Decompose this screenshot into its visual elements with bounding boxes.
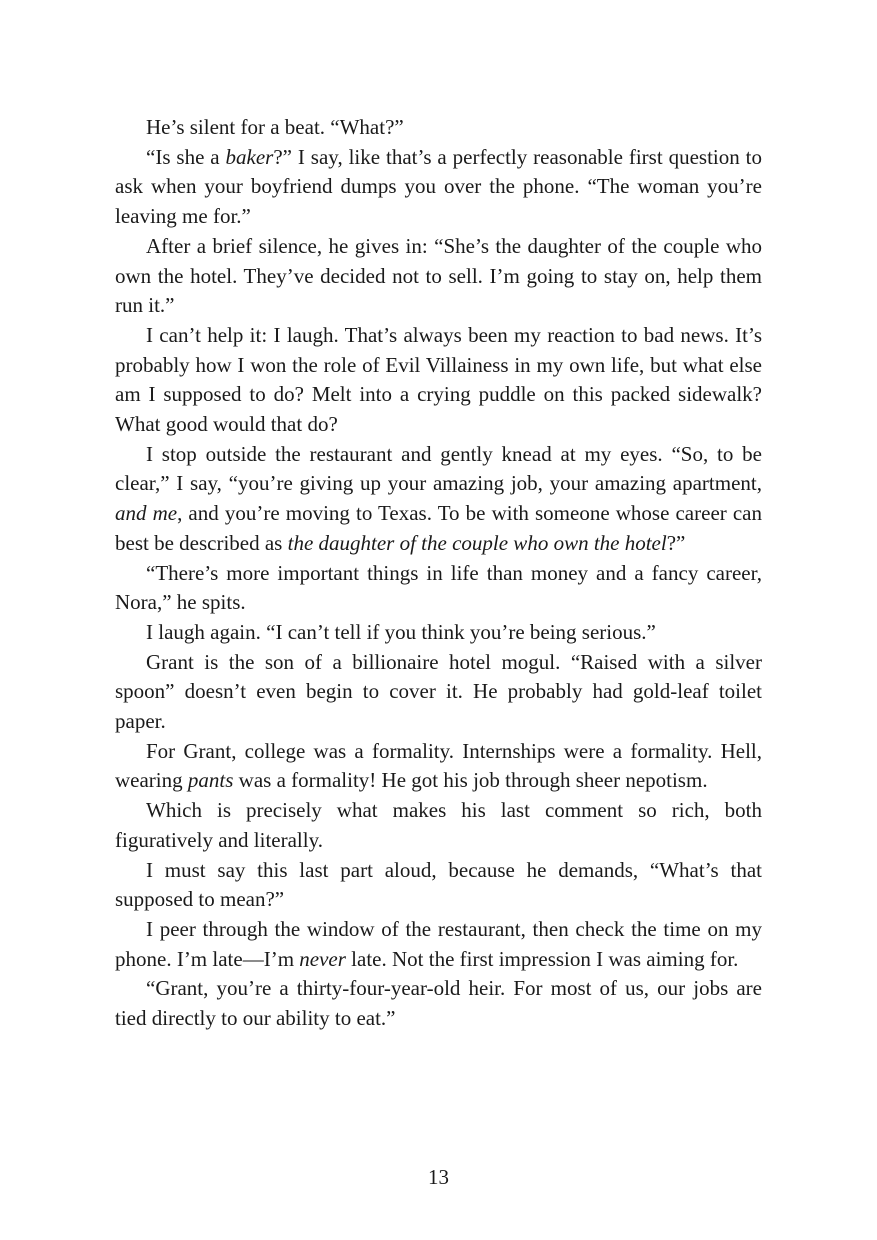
paragraph xyxy=(115,856,762,915)
text-run: was a formality! He got his job through sheer nepotism. xyxy=(233,768,708,793)
text-run: ?” I say, like that’s a perfectly reasonable first question to ask when your boyfriend dumps you over the phone. “The woman you’re leaving me for.” xyxy=(115,144,762,229)
italic-run: pants xyxy=(187,768,234,793)
text-run: Which is precisely what makes his last comment so rich, both figuratively and literally. xyxy=(115,798,762,852)
text-run: I stop outside the restaurant and gently knead at my eyes. “So, to be clear,” I say, “you’re giving up your amazing job, your amazing apartment, xyxy=(115,441,762,496)
text-run: “There’s more important things in life than money and a fancy career, Nora,” he spits. xyxy=(115,560,762,615)
text-run: He’s silent for a beat. “What?” xyxy=(146,115,404,139)
text-run: I must say this last part aloud, because he demands, “What’s that supposed to mean?” xyxy=(115,857,762,912)
paragraph xyxy=(115,232,762,321)
text-run: For Grant, college was a formality. Internships were a formality. Hell, wearing xyxy=(115,738,762,793)
italic-run: and me xyxy=(115,501,178,526)
italic-run: never xyxy=(299,946,346,971)
text-run: Grant is the son of a billionaire hotel mogul. “Raised with a silver spoon” doesn’t even begin to cover it. He probably had gold-leaf toilet paper. xyxy=(115,649,762,734)
text-run: ?” xyxy=(666,530,686,555)
paragraph xyxy=(115,440,762,559)
paragraph xyxy=(115,113,762,143)
text-run: After a brief silence, he gives in: “She’s the daughter of the couple who own the hotel. They’ve decided not to sell. I’m going to stay on, help them run it.” xyxy=(115,233,762,318)
text-run: I can’t help it: I laugh. That’s always been my reaction to bad news. It’s probably how I won the role of Evil Villainess in my own life, but what else am I supposed to do? Melt into a crying puddle on this packed sidewalk? What good would that do? xyxy=(115,322,762,437)
paragraph xyxy=(115,915,762,974)
text-run: , and you’re moving to Texas. To be with someone whose career can best be described as xyxy=(115,501,762,555)
text-run: “Grant, you’re a thirty-four-year-old heir. For most of us, our jobs are tied directly to our ability to eat.” xyxy=(115,976,762,1031)
paragraph xyxy=(115,648,762,737)
paragraph xyxy=(115,143,762,232)
paragraph xyxy=(115,974,762,1033)
body-text xyxy=(115,113,762,1034)
italic-run: baker xyxy=(225,144,274,169)
text-run: I peer through the window of the restaurant, then check the time on my phone. I’m late—I’m xyxy=(115,916,762,971)
paragraph xyxy=(115,796,762,855)
text-run: late. Not the first impression I was aiming for. xyxy=(345,946,739,971)
paragraph xyxy=(115,321,762,440)
paragraph xyxy=(115,618,762,648)
text-run: I laugh again. “I can’t tell if you think you’re being serious.” xyxy=(146,619,656,644)
italic-run: the daughter of the couple who own the hotel xyxy=(287,530,667,555)
page-number: 13 xyxy=(428,1165,449,1189)
text-run: “Is she a xyxy=(146,144,226,169)
paragraph xyxy=(115,559,762,618)
paragraph xyxy=(115,737,762,796)
